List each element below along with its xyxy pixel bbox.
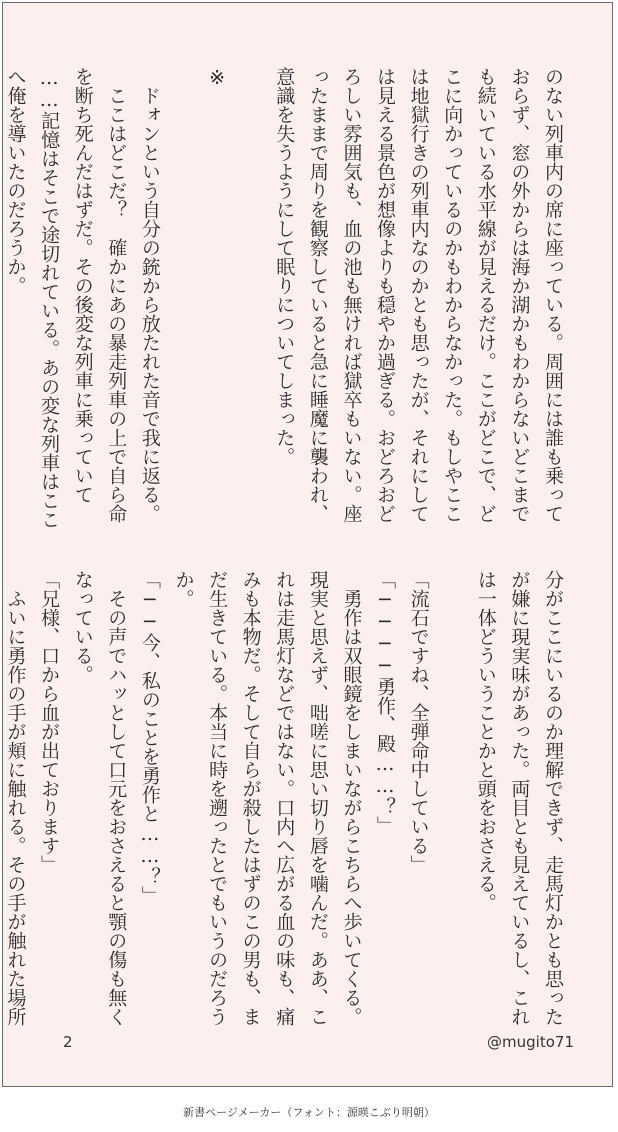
text-line: ろしい雰囲気も、血の池も無ければ獄卒もいない。座 [340, 67, 363, 523]
caption: 新書ページメーカー（フォント：源暎こぶり明朝） [183, 1106, 435, 1119]
text-line: のない列車内の席に座っている。周囲には誰も乗って [542, 67, 564, 523]
text-line: 「──今、私のことを勇作と……？」 [138, 570, 161, 905]
text-line: なっている。 [71, 570, 94, 684]
text-line: 「兄様、口から血が出ております」 [38, 570, 61, 874]
text-line [233, 67, 267, 537]
text-line: 勇作は双眼鏡をしまいながらこちらへ歩いてくる。 [340, 570, 363, 1026]
text-line [435, 570, 469, 1040]
page-number: 2 [63, 1033, 73, 1051]
text-line: れは走馬灯などではない。口内へ広がる血の味も、痛 [273, 570, 296, 1026]
text-line: を断ち死んだはずだ。その後変な列車に乗っていて [71, 67, 94, 504]
text-line: ったままで周りを観察していると急に睡魔に襲われ、 [306, 67, 329, 523]
text-line: ドォンという自分の銃から放たれた音で我に返る。 [138, 67, 161, 523]
text-line: が嫌に現実味があった。両目とも見えているし、これ [508, 570, 531, 1026]
text-line: ……記憶はそこで途切れている。あの変な列車はここ [38, 67, 61, 529]
text-line: その声でハッとして口元をおさえると顎の傷も無く [105, 570, 128, 1026]
text-line: おらず、窓の外からは海か湖かもわからないどこまで [508, 67, 531, 523]
text-line: は地獄行きの列車内なのかとも思ったが、それにして [407, 67, 430, 523]
text-line: ここはどこだ？ 確かにあの暴走列車の上で自ら命 [105, 67, 128, 523]
text-line: みも本物だ。そして自らが殺したはずのこの男も、ま [239, 570, 262, 1026]
text-line [166, 67, 200, 537]
text-block-top [0, 67, 569, 537]
text-line: 分がここにいるのか理解できず、走馬灯かとも思った [542, 570, 564, 1026]
text-line: も続いている水平線が見えるだけ。ここがどこで、ど [474, 67, 497, 523]
text-line: 現実と思えず、咄嗟に思い切り唇を噛んだ。ああ、こ [306, 570, 329, 1026]
text-line: は一体どういうことかと頭をおさえる。 [474, 570, 497, 912]
text-line: ※ [206, 67, 229, 89]
page-frame [2, 2, 613, 1087]
text-line: 「────勇作、殿……？」 [374, 570, 397, 835]
text-line: へ俺を導いたのだろうか。 [4, 67, 27, 295]
text-line: ふいに勇作の手が頬に触れる。その手が触れた場所 [4, 570, 27, 1026]
text-line: こに向かっているのかもわからなかった。もしやここ [441, 67, 464, 523]
text-line: か。 [172, 570, 195, 608]
text-line: は見える景色が想像よりも穏やか過ぎる。おどろおど [374, 67, 397, 523]
text-line: だ生きている。本当に時を遡ったとでもいうのだろう [206, 570, 229, 1026]
text-block-bottom [0, 570, 569, 1040]
text-line: 意識を失うようにして眠りについてしまった。 [273, 67, 296, 466]
author-handle: @mugito71 [487, 1033, 574, 1051]
text-line: 「流石ですね、全弾命中している」 [407, 570, 430, 874]
